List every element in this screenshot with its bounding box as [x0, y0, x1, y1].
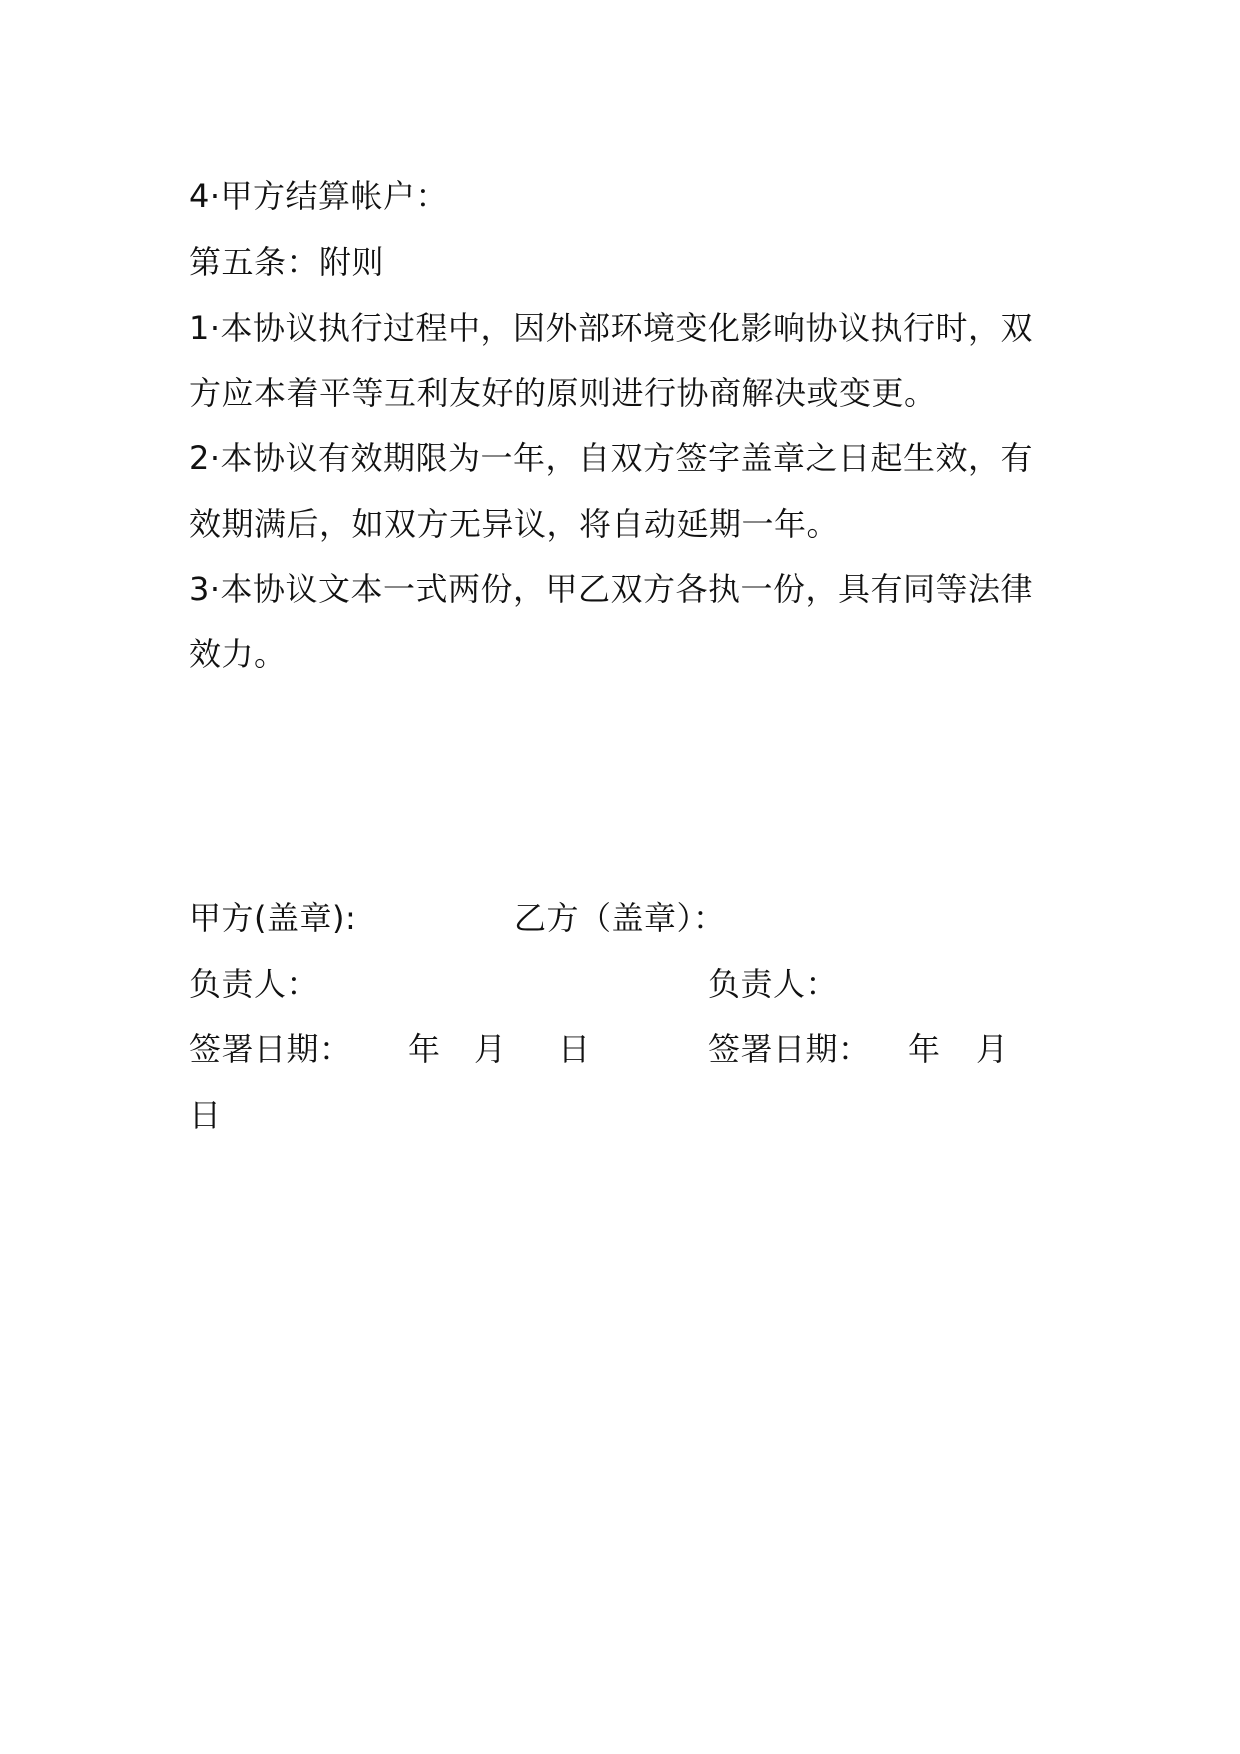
clause-1-line-1: 1·本协议执行过程中，因外部环境变化影响协议执行时，双: [189, 309, 1034, 347]
party-a-day: 日: [558, 1030, 591, 1068]
party-b-seal-label: 乙方（盖章）：: [514, 899, 726, 937]
party-a-month: 月: [474, 1030, 507, 1068]
party-b-day: 日: [189, 1096, 222, 1134]
clause-1-line-2: 方应本着平等互利友好的原则进行协商解决或变更。: [189, 374, 937, 412]
clause-2-line-2: 效期满后，如双方无异议，将自动延期一年。: [189, 505, 840, 543]
party-b-year: 年: [908, 1030, 941, 1068]
party-b-date-label: 签署日期：: [708, 1030, 871, 1068]
party-a-date-label: 签署日期：: [189, 1030, 352, 1068]
party-b-month: 月: [976, 1030, 1009, 1068]
clause-2-line-1: 2·本协议有效期限为一年，自双方签字盖章之日起生效，有: [189, 439, 1034, 477]
party-a-seal-label: 甲方(盖章):: [189, 899, 357, 937]
article-five-heading: 第五条：附则: [189, 243, 385, 281]
party-a-year: 年: [408, 1030, 441, 1068]
clause-3-line-2: 效力。: [189, 635, 287, 673]
clause-3-line-1: 3·本协议文本一式两份，甲乙双方各执一份，具有同等法律: [189, 570, 1034, 608]
party-b-responsible-label: 负责人：: [708, 965, 839, 1003]
settlement-account-line: 4·甲方结算帐户：: [189, 177, 449, 215]
party-a-responsible-label: 负责人：: [189, 965, 320, 1003]
